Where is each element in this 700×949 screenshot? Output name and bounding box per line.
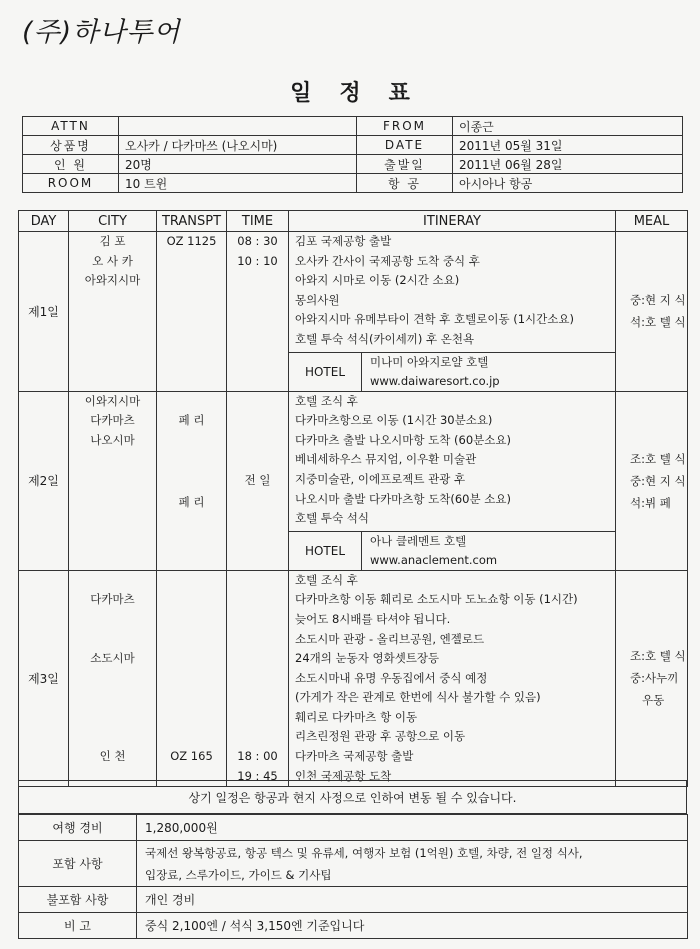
day2-meal: 조:호 텔 식	[630, 451, 686, 466]
day3-meal: 조:호 텔 식	[630, 649, 686, 664]
day1-meal: 중:현 지 식	[630, 293, 686, 308]
depart-value: 2011년 06월 28일	[453, 155, 683, 174]
day3-item: 24개의 눈동자 영화셋트장등	[295, 651, 440, 666]
day3-city: 소도시마	[90, 651, 135, 666]
day3-meal: 우동	[642, 693, 665, 708]
excluded-value: 개인 경비	[137, 887, 688, 913]
room-label: ROOM	[23, 174, 119, 193]
day3-item: 소도시마 관광 - 올리브공원, 엔젤로드	[295, 631, 485, 646]
day3-item: 호텔 조식 후	[295, 572, 358, 587]
day2-item: 다카마츠 출발 나오시마항 도착 (60분소요)	[295, 432, 511, 447]
room-value: 10 트윈	[119, 174, 357, 193]
date-value: 2011년 05월 31일	[453, 136, 683, 155]
day2-time: 전 일	[244, 472, 271, 487]
schedule-notice: 상기 일정은 항공과 현지 사정으로 인하여 변동 될 수 있습니다.	[18, 780, 687, 814]
day2-city: 다카마츠	[90, 413, 135, 428]
day1-time: 08 : 30	[237, 234, 278, 248]
company-name: (주)하나투어	[22, 17, 181, 48]
day1-item: 오사카 간사이 국제공항 도착 중식 후	[295, 253, 480, 268]
day1-meal: 석:호 텔 식	[630, 315, 686, 330]
included-line: 입장료, 스루가이드, 가이드 & 기사팁	[145, 867, 332, 882]
day3-item: 리츠린정원 관광 후 공항으로 이동	[295, 729, 466, 744]
day1-city: 아와지시마	[84, 273, 141, 288]
col-day: DAY	[19, 211, 69, 232]
day2-hotel-url: www.anaclement.com	[370, 552, 498, 567]
day3-transpt: OZ 165	[170, 749, 213, 764]
day2-city: 이와지시마	[84, 393, 141, 408]
day2-hotel	[289, 531, 615, 570]
day1-item: 아와지 시마로 이동 (2시간 소요)	[295, 273, 460, 288]
day2-row	[19, 391, 688, 570]
day1-hotel-name: 미나미 아와지로얄 호텔	[370, 354, 489, 369]
day3-meal: 중:사누끼	[630, 671, 679, 686]
day1-city: 오 사 카	[92, 253, 133, 268]
day3-row	[19, 570, 688, 787]
remark-label: 비 고	[19, 913, 137, 939]
included-line: 국제선 왕복항공료, 항공 텍스 및 유류세, 여행자 보험 (1억원) 호텔, 차량, 전 일정 식사,	[145, 845, 583, 860]
day3-time: 19 : 45	[237, 768, 278, 783]
day3-item: 훼리로 다카마츠 항 이동	[295, 709, 418, 724]
product-value: 오사카 / 다카마쓰 (나오시마)	[119, 136, 357, 155]
day1-item: 아와지시마 유메부타이 견학 후 호텔로이동 (1시간소요)	[295, 312, 574, 327]
day2-item: 다카마츠항으로 이동 (1시간 30분소요)	[295, 413, 493, 428]
day1-hotel-label: HOTEL	[289, 353, 362, 391]
airline-value: 아시아나 항공	[453, 174, 683, 193]
excluded-label: 불포함 사항	[19, 887, 137, 913]
airline-label: 항 공	[357, 174, 453, 193]
date-label: DATE	[357, 136, 453, 155]
col-meal: MEAL	[616, 211, 688, 232]
day2-item: 나오시마 출발 다카마츠항 도착(60분 소요)	[295, 491, 511, 506]
day3-item: 늦어도 8시배를 타셔야 됩니다.	[295, 611, 451, 626]
col-itinerary: ITINERAY	[289, 211, 616, 232]
attn-value	[119, 117, 357, 136]
header-table	[22, 116, 683, 193]
day1-item: 호텔 투숙 석식(카이세끼) 후 온천욕	[295, 331, 475, 346]
col-transpt: TRANSPT	[157, 211, 227, 232]
day2-meal: 석:뷔 페	[630, 495, 671, 510]
cost-value: 1,280,000원	[137, 815, 688, 841]
day2-label: 제2일	[19, 391, 69, 570]
cost-label: 여행 경비	[19, 815, 137, 841]
people-label: 인 원	[23, 155, 119, 174]
day1-time: 10 : 10	[237, 253, 278, 268]
depart-label: 출발일	[357, 155, 453, 174]
day3-item: 소도시마내 유명 우동집에서 중식 예정	[295, 670, 488, 685]
itinerary-table	[18, 210, 688, 787]
document-title: 일정표	[290, 81, 438, 106]
day1-hotel	[289, 352, 615, 391]
day3-item: (가게가 작은 관계로 한번에 식사 불가할 수 있음)	[295, 690, 541, 705]
people-value: 20명	[119, 155, 357, 174]
day1-item: 김포 국제공항 출발	[295, 234, 392, 248]
included-label: 포함 사항	[19, 841, 137, 887]
day3-item: 다카마츠항 이동 훼리로 소도시마 도노쇼항 이동 (1시간)	[295, 592, 578, 607]
day2-transpt: 페 리	[178, 413, 205, 428]
attn-label: ATTN	[23, 117, 119, 136]
remark-value: 중식 2,100엔 / 석식 3,150엔 기준입니다	[137, 913, 688, 939]
day1-row	[19, 232, 688, 392]
day2-hotel-label: HOTEL	[289, 532, 362, 570]
col-time: TIME	[227, 211, 289, 232]
day1-city: 김 포	[99, 234, 126, 248]
day2-meal: 중:현 지 식	[630, 473, 686, 488]
day3-city: 인 천	[99, 749, 126, 764]
day2-hotel-name: 아나 클레멘트 호텔	[370, 533, 467, 548]
day3-item: 다카마츠 국제공항 출발	[295, 749, 414, 764]
day1-label: 제1일	[19, 232, 69, 392]
day1-hotel-url: www.daiwaresort.co.jp	[370, 373, 500, 388]
day3-time: 18 : 00	[237, 749, 278, 764]
day2-item: 호텔 조식 후	[295, 393, 358, 408]
day3-city: 다카마츠	[90, 592, 135, 607]
day2-item: 베네세하우스 뮤지엄, 이우환 미술관	[295, 452, 477, 467]
day3-label: 제3일	[19, 570, 69, 787]
day2-item: 지중미술관, 이에프로젝트 관광 후	[295, 471, 466, 486]
day2-item: 호텔 투숙 석식	[295, 511, 369, 526]
day3-item: 인천 국제공항 도착	[295, 768, 392, 783]
day1-transpt: OZ 1125	[166, 234, 217, 248]
from-label: FROM	[357, 117, 453, 136]
day2-city: 나오시마	[90, 432, 135, 447]
day1-item: 몽의사원	[295, 292, 340, 307]
day2-transpt: 페 리	[178, 494, 205, 509]
col-city: CITY	[69, 211, 157, 232]
product-label: 상품명	[23, 136, 119, 155]
from-value: 이종근	[453, 117, 683, 136]
info-table	[18, 814, 688, 939]
